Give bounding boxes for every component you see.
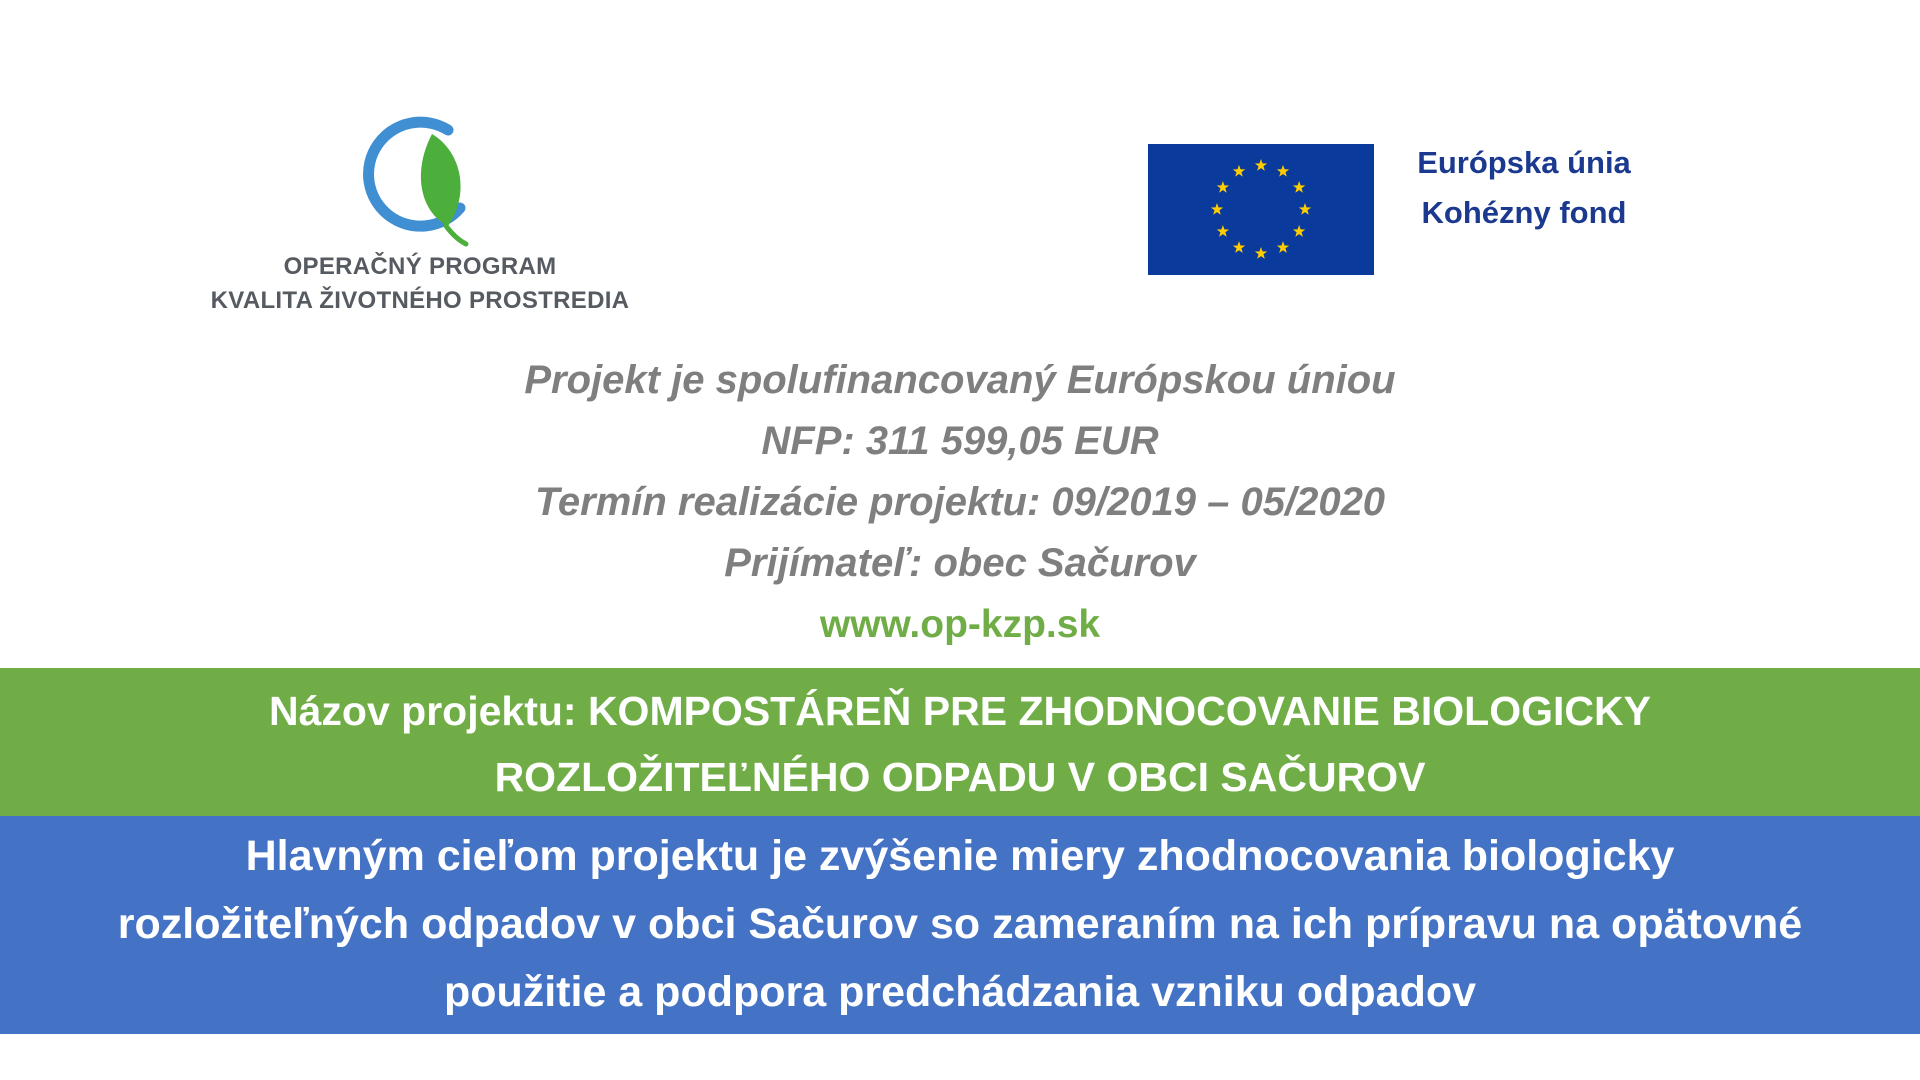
- nfp-amount: NFP: 311 599,05 EUR: [761, 419, 1159, 463]
- op-kzp-logo: [180, 100, 660, 320]
- eu-caption: [1384, 138, 1664, 238]
- op-logo-line2: KVALITA ŽIVOTNÉHO PROSTREDIA: [210, 287, 630, 314]
- project-title-line1: Názov projektu: KOMPOSTÁREŇ PRE ZHODNOCOVANIE BIOLOGICKY: [269, 688, 1651, 734]
- project-goal-line3: použitie a podpora predchádzania vzniku odpadov: [443, 968, 1477, 1016]
- website-link[interactable]: www.op-kzp.sk: [819, 603, 1101, 646]
- project-goal-band: [0, 816, 1920, 1034]
- op-logo-line1: OPERAČNÝ PROGRAM: [283, 253, 557, 280]
- project-title-line2: ROZLOŽITEĽNÉHO ODPADU V OBCI SAČUROV: [494, 754, 1426, 800]
- cofinancing-text: Projekt je spolufinancovaný Európskou úniou: [524, 358, 1396, 402]
- eu-caption-line2: Kohézny fond: [1421, 195, 1627, 230]
- op-kzp-leaf-icon: [350, 108, 480, 248]
- realization-term: Termín realizácie projektu: 09/2019 – 05/2020: [534, 480, 1386, 524]
- eu-flag-icon: [1148, 144, 1374, 275]
- eu-caption-line1: Európska únia: [1417, 145, 1631, 180]
- recipient: Prijímateľ: obec Sačurov: [724, 541, 1196, 585]
- op-kzp-logo-text: [180, 250, 660, 318]
- project-goal-line1: Hlavným cieľom projektu je zvýšenie miery zhodnocovania biologicky: [245, 832, 1675, 880]
- project-goal-line2: rozložiteľných odpadov v obci Sačurov so zameraním na ich prípravu na opätovné: [117, 900, 1803, 948]
- project-title-band: [0, 668, 1920, 816]
- project-info: [0, 350, 1920, 655]
